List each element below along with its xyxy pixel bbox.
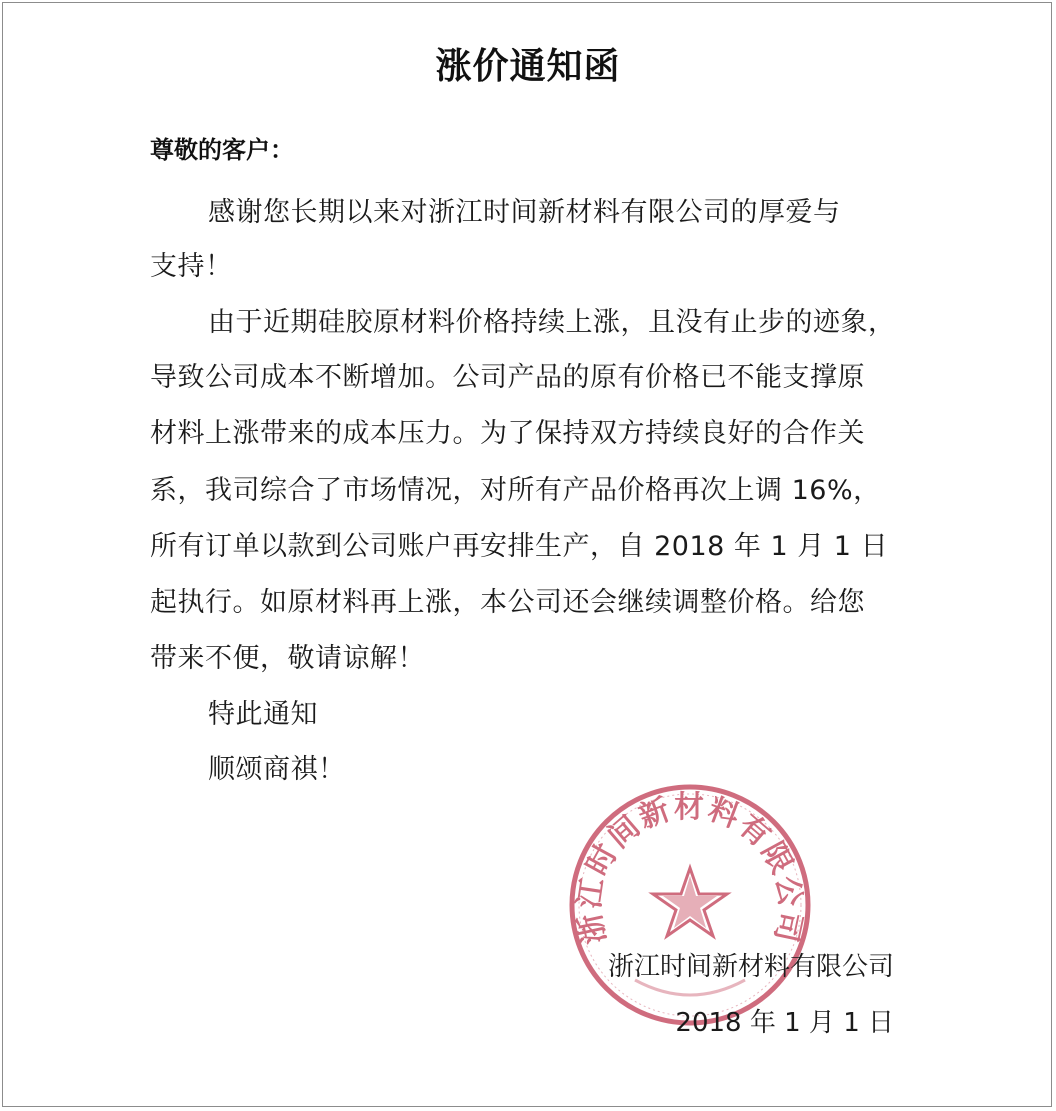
document-title: 涨价通知函 <box>435 46 621 87</box>
company-seal <box>565 780 815 1030</box>
body-line: 系，我司综合了市场情况，对所有产品价格再次上调 16%， <box>150 475 881 506</box>
closing-regards: 顺颂商祺！ <box>208 754 346 785</box>
body-line: 所有订单以款到公司账户再安排生产，自 2018 年 1 月 1 日 <box>150 531 889 562</box>
body-line: 由于近期硅胶原材料价格持续上涨，且没有止步的迹象， <box>208 307 896 338</box>
body-line: 材料上涨带来的成本压力。为了保持双方持续良好的合作关 <box>150 418 865 449</box>
body-line: 导致公司成本不断增加。公司产品的原有价格已不能支撑原 <box>150 362 865 393</box>
salutation: 尊敬的客户： <box>150 136 294 164</box>
body-line: 起执行。如原材料再上涨，本公司还会继续调整价格。给您 <box>150 587 865 618</box>
body-line: 感谢您长期以来对浙江时间新材料有限公司的厚爱与 <box>208 197 841 228</box>
body-line: 带来不便，敬请谅解！ <box>150 643 425 674</box>
signature-date: 2018 年 1 月 1 日 <box>675 1008 894 1038</box>
seal-text-path: 浙江时间新材料有限公司 <box>571 789 809 947</box>
signature-company: 浙江时间新材料有限公司 <box>607 952 894 982</box>
body-line: 支持！ <box>150 251 233 282</box>
closing-notice: 特此通知 <box>208 699 318 730</box>
